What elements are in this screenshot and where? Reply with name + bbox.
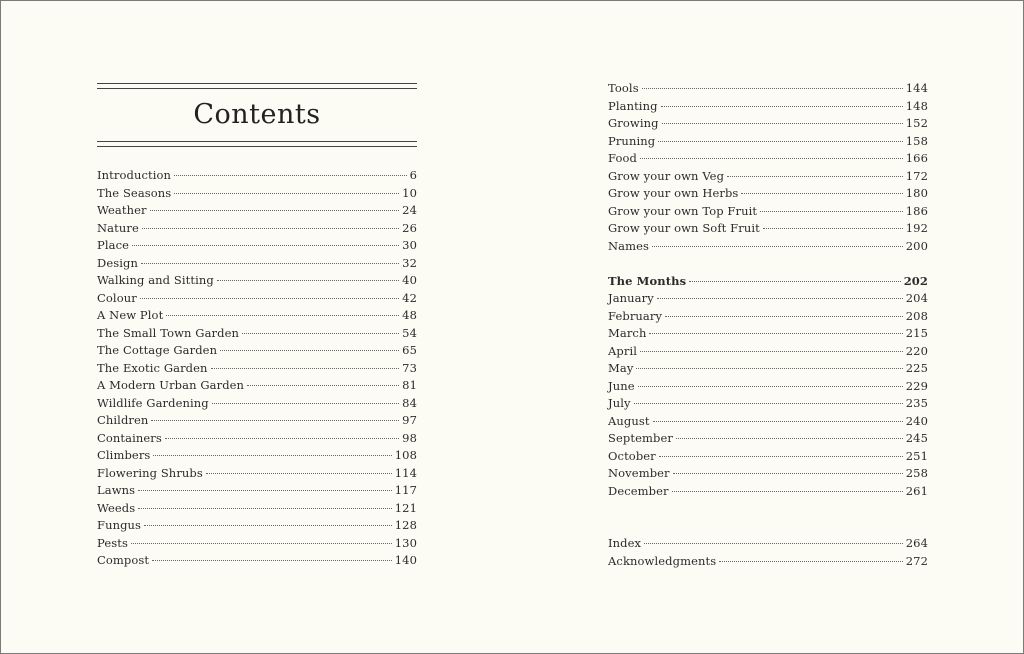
right-page [608, 80, 928, 570]
toc-entry-label: The Small Town Garden [97, 325, 240, 340]
dot-leader [652, 246, 903, 247]
toc-entry-label: A New Plot [97, 308, 164, 323]
toc-list-left [97, 167, 417, 570]
toc-entry-page: 204 [905, 291, 928, 305]
dot-leader [661, 106, 903, 107]
toc-entry-page: 6 [409, 168, 417, 183]
toc-entry-label: Weeds [97, 500, 136, 515]
toc-entry[interactable] [608, 168, 928, 186]
toc-entry-label: Acknowledgments [608, 553, 717, 568]
dot-leader [658, 141, 903, 142]
toc-entry[interactable] [608, 553, 928, 571]
toc-entry-page: 272 [905, 553, 928, 568]
toc-entry[interactable] [97, 185, 417, 203]
toc-entry[interactable] [608, 80, 928, 98]
toc-entry[interactable] [97, 552, 417, 570]
toc-entry-page: 166 [905, 151, 928, 165]
toc-entry-page: 130 [394, 535, 417, 550]
toc-entry[interactable] [97, 465, 417, 483]
toc-entry-label: May [608, 361, 634, 375]
toc-entry-page: 200 [905, 238, 928, 253]
toc-entry[interactable] [608, 290, 928, 308]
toc-entry[interactable] [97, 482, 417, 500]
toc-entry-page: 215 [905, 326, 928, 340]
toc-entry[interactable] [608, 535, 928, 553]
toc-entry-label: Children [97, 413, 149, 428]
toc-entry[interactable] [97, 360, 417, 378]
toc-entry[interactable] [97, 342, 417, 360]
toc-entry[interactable] [97, 272, 417, 290]
dot-leader [144, 525, 392, 526]
toc-entry-page: 97 [402, 413, 417, 428]
toc-entry[interactable] [97, 325, 417, 343]
dot-leader [653, 421, 903, 422]
toc-entry-label: The Seasons [97, 185, 172, 200]
dot-leader [662, 123, 903, 124]
toc-entry-page: 208 [905, 308, 928, 323]
toc-entry-page: 158 [905, 133, 928, 148]
toc-entry-page: 32 [402, 255, 417, 270]
dot-leader [220, 350, 399, 351]
toc-entry-label: Climbers [97, 448, 151, 463]
title-block [97, 83, 417, 147]
dot-leader [672, 491, 903, 492]
toc-entry-label: April [608, 343, 638, 358]
toc-entry[interactable] [97, 535, 417, 553]
toc-entry[interactable] [608, 378, 928, 396]
toc-heading-months[interactable] [608, 273, 928, 291]
toc-entry-page: 235 [905, 396, 928, 410]
toc-entry-label: Fungus [97, 518, 142, 533]
dot-leader [138, 508, 391, 509]
dot-leader [166, 315, 399, 316]
dot-leader [174, 193, 399, 194]
toc-entry[interactable] [608, 465, 928, 483]
dot-leader [131, 543, 392, 544]
toc-entry-label: Place [97, 238, 130, 253]
dot-leader [142, 228, 399, 229]
toc-entry-label: Names [608, 238, 650, 253]
toc-entry[interactable] [608, 395, 928, 413]
toc-entry-page: 140 [394, 553, 417, 568]
toc-entry-page: 229 [905, 378, 928, 393]
toc-entry-label: August [608, 413, 650, 428]
toc-entry[interactable] [97, 517, 417, 535]
toc-entry-page: 81 [402, 378, 417, 393]
toc-entry-label: Grow your own Herbs [608, 186, 739, 200]
toc-list-months-heading [608, 273, 928, 291]
toc-entry-page: 24 [402, 203, 417, 218]
dot-leader [719, 561, 903, 562]
left-page [97, 83, 417, 570]
toc-entry-label: Planting [608, 98, 658, 113]
toc-entry-page: 251 [905, 448, 928, 463]
dot-leader [638, 386, 903, 387]
toc-entry[interactable] [97, 430, 417, 448]
toc-entry-label: October [608, 448, 656, 463]
toc-entry-page: 220 [905, 343, 928, 358]
dot-leader [665, 316, 903, 317]
toc-entry-label: September [608, 431, 673, 445]
toc-entry[interactable] [97, 167, 417, 185]
toc-entry[interactable] [608, 448, 928, 466]
toc-entry[interactable] [608, 220, 928, 238]
toc-entry[interactable] [97, 500, 417, 518]
toc-entry[interactable] [97, 220, 417, 238]
toc-entry-label: Wildlife Gardening [97, 395, 209, 410]
dot-leader [141, 263, 399, 264]
toc-entry[interactable] [608, 430, 928, 448]
toc-entry[interactable] [97, 447, 417, 465]
dot-leader [153, 455, 391, 456]
toc-entry-label: Walking and Sitting [97, 273, 214, 288]
dot-leader [676, 438, 903, 439]
toc-entry-page: 225 [905, 361, 928, 375]
toc-entry-page: 186 [905, 203, 928, 218]
toc-entry-page: 245 [905, 431, 928, 445]
toc-entry[interactable] [608, 238, 928, 256]
dot-leader [217, 280, 399, 281]
toc-entry-label: Nature [97, 220, 139, 235]
dot-leader [206, 473, 392, 474]
toc-entry[interactable] [97, 290, 417, 308]
toc-entry-page: 54 [402, 325, 417, 340]
toc-entry[interactable] [608, 115, 928, 133]
toc-entry-page: 202 [903, 273, 928, 288]
title-rule-bottom [97, 141, 417, 147]
toc-entry-label: The Months [608, 273, 687, 288]
toc-entry-label: Colour [97, 290, 137, 305]
toc-entry-page: 108 [394, 448, 417, 463]
toc-entry-label: Design [97, 255, 138, 270]
toc-entry[interactable] [608, 360, 928, 378]
dot-leader [151, 420, 399, 421]
toc-entry[interactable] [608, 133, 928, 151]
toc-entry[interactable] [97, 255, 417, 273]
toc-entry-label: Growing [608, 116, 659, 130]
toc-entry-label: Grow your own Top Fruit [608, 203, 758, 218]
toc-entry-page: 144 [905, 81, 928, 95]
toc-entry-label: Lawns [97, 483, 136, 498]
dot-leader [642, 88, 903, 89]
dot-leader [659, 456, 903, 457]
toc-entry[interactable] [97, 395, 417, 413]
dot-leader [673, 473, 903, 474]
toc-entry-label: Containers [97, 430, 162, 445]
dot-leader [174, 175, 407, 176]
toc-entry-label: July [608, 396, 631, 410]
toc-entry-page: 261 [905, 483, 928, 498]
dot-leader [636, 368, 902, 369]
toc-entry-page: 98 [402, 430, 417, 445]
toc-list-months [608, 290, 928, 500]
toc-entry[interactable] [97, 202, 417, 220]
toc-entry[interactable] [608, 413, 928, 431]
toc-entry[interactable] [608, 343, 928, 361]
toc-entry[interactable] [97, 377, 417, 395]
toc-entry-page: 48 [402, 308, 417, 323]
toc-entry-label: Grow your own Soft Fruit [608, 221, 760, 235]
dot-leader [649, 333, 902, 334]
toc-entry-label: Compost [97, 553, 150, 568]
toc-entry-label: Food [608, 151, 637, 165]
dot-leader [150, 210, 400, 211]
toc-entry-label: Index [608, 536, 642, 550]
dot-leader [640, 158, 903, 159]
toc-entry[interactable] [608, 98, 928, 116]
toc-entry-label: November [608, 466, 670, 480]
toc-entry[interactable] [608, 308, 928, 326]
toc-list-general [608, 80, 928, 255]
toc-entry-label: February [608, 308, 663, 323]
toc-entry[interactable] [97, 412, 417, 430]
toc-entry-page: 84 [402, 395, 417, 410]
toc-entry-label: Flowering Shrubs [97, 465, 203, 480]
toc-entry-page: 128 [394, 518, 417, 533]
toc-entry-page: 258 [905, 466, 928, 480]
dot-leader [140, 298, 399, 299]
toc-entry-label: Grow your own Veg [608, 168, 725, 183]
toc-entry-page: 180 [905, 186, 928, 200]
dot-leader [242, 333, 399, 334]
toc-entry[interactable] [97, 307, 417, 325]
toc-entry-page: 65 [402, 343, 417, 358]
toc-entry-page: 10 [402, 185, 417, 200]
dot-leader [152, 560, 392, 561]
dot-leader [760, 211, 903, 212]
toc-entry-label: Introduction [97, 168, 172, 183]
dot-leader [640, 351, 903, 352]
toc-entry-page: 30 [402, 238, 417, 253]
toc-entry-page: 117 [394, 483, 417, 498]
section-gap [608, 500, 928, 535]
toc-entry-label: The Cottage Garden [97, 343, 218, 358]
toc-entry-label: Weather [97, 203, 147, 218]
toc-entry[interactable] [608, 483, 928, 501]
toc-entry-label: June [608, 378, 635, 393]
toc-entry-label: March [608, 326, 647, 340]
toc-entry-label: The Exotic Garden [97, 360, 208, 375]
toc-entry-label: A Modern Urban Garden [97, 378, 245, 393]
section-gap [608, 255, 928, 273]
toc-entry-label: Pests [97, 535, 128, 550]
toc-entry[interactable] [97, 237, 417, 255]
toc-entry-label: January [608, 291, 654, 305]
toc-entry-label: Pruning [608, 133, 656, 148]
toc-entry-label: Tools [608, 81, 639, 95]
toc-entry-page: 172 [905, 168, 928, 183]
toc-entry-page: 148 [905, 98, 928, 113]
toc-entry-page: 42 [402, 290, 417, 305]
toc-list-back-matter [608, 535, 928, 570]
toc-entry[interactable] [608, 150, 928, 168]
toc-entry-label: December [608, 483, 669, 498]
dot-leader [657, 298, 903, 299]
toc-entry-page: 40 [402, 273, 417, 288]
toc-entry[interactable] [608, 185, 928, 203]
dot-leader [211, 368, 400, 369]
toc-entry-page: 73 [402, 360, 417, 375]
dot-leader [138, 490, 392, 491]
toc-entry-page: 114 [394, 465, 417, 480]
toc-entry-page: 152 [905, 116, 928, 130]
dot-leader [644, 543, 903, 544]
toc-entry-page: 264 [905, 536, 928, 550]
dot-leader [132, 245, 399, 246]
dot-leader [165, 438, 399, 439]
dot-leader [727, 176, 903, 177]
toc-entry[interactable] [608, 203, 928, 221]
toc-entry-page: 121 [394, 500, 417, 515]
dot-leader [212, 403, 399, 404]
toc-entry-page: 192 [905, 221, 928, 235]
toc-entry-page: 26 [402, 220, 417, 235]
dot-leader [634, 403, 903, 404]
page-title: Contents [193, 99, 321, 130]
dot-leader [247, 385, 399, 386]
dot-leader [741, 193, 902, 194]
dot-leader [689, 281, 901, 282]
toc-entry-page: 240 [905, 413, 928, 428]
toc-entry[interactable] [608, 325, 928, 343]
dot-leader [763, 228, 903, 229]
